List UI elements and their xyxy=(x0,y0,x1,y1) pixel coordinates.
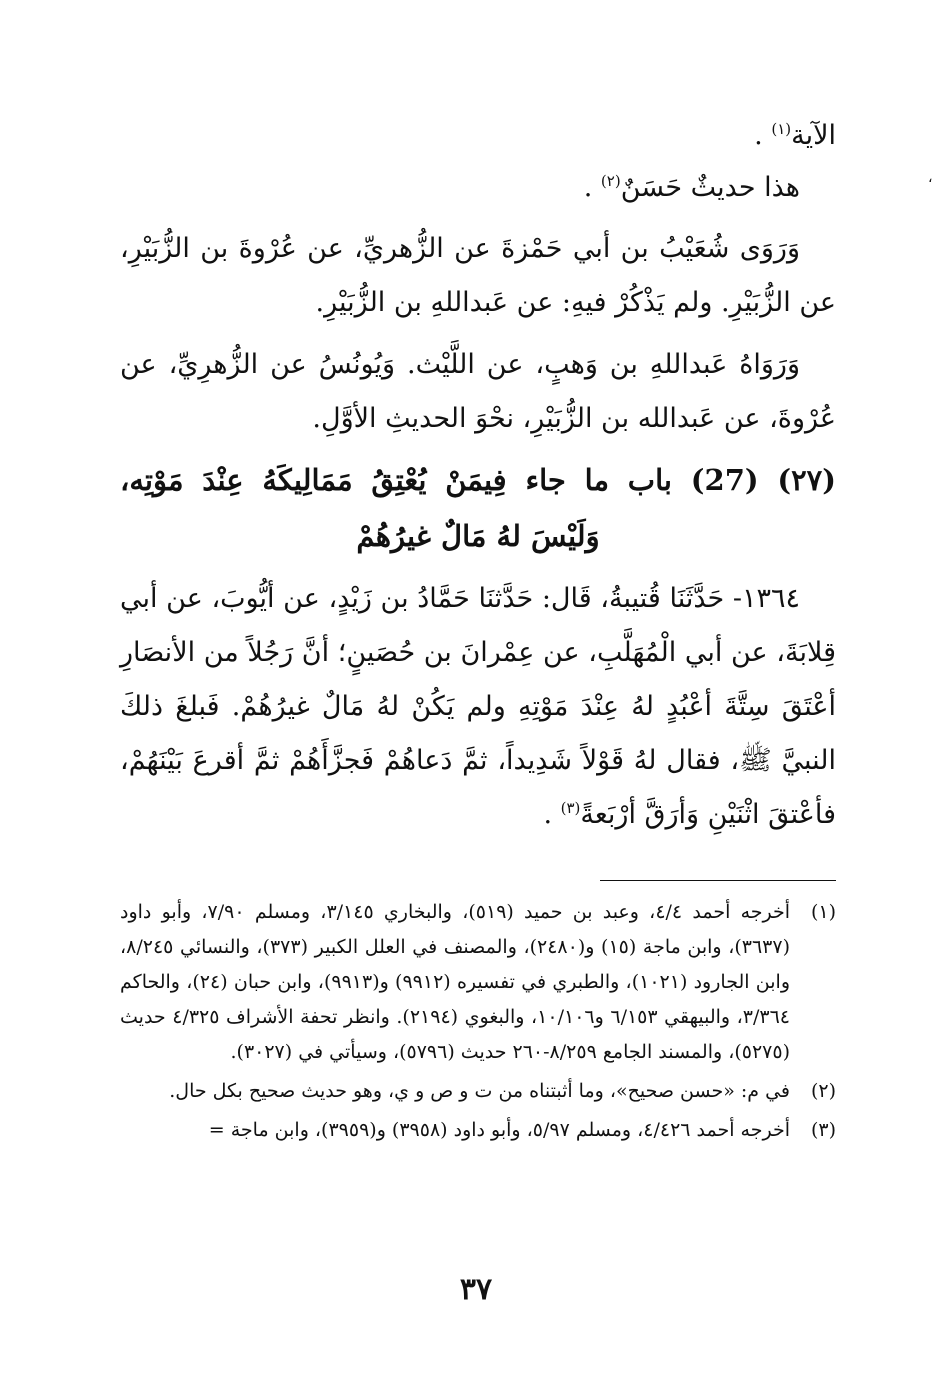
footnote-2 xyxy=(120,1074,836,1109)
footnote-number: (٣) xyxy=(810,1119,836,1141)
paragraph-shuayb: وَرَوَى شُعَيْبُ بن أبي حَمْزةَ عن الزُّهريِّ، عن عُرْوةَ بن الزُّبَيْرِ، عن الزُّبَيْرِ. ولم يَذْكُرْ فيهِ: عن عَبداللهِ بن الزُّبَيْرِ. xyxy=(120,233,836,318)
page-number: ٣٧ xyxy=(459,1272,493,1307)
hadith-end: . xyxy=(543,799,561,830)
hadith-1364 xyxy=(120,572,836,842)
footnote-divider xyxy=(600,880,836,881)
footnote-3 xyxy=(120,1113,836,1148)
footnote-text: أخرجه أحمد ٤/٤٢٦، ومسلم ٥/٩٧، وأبو داود (٣٩٥٨) و(٣٩٥٩)، وابن ماجة = xyxy=(208,1119,790,1141)
verse-text: الآية xyxy=(791,120,836,151)
hadith-grade-line xyxy=(120,162,836,214)
footnote-text: في م: «حسن صحيح»، وما أثبتناه من ت و ص و ي، وهو حديث صحيح بكل حال. xyxy=(169,1080,790,1102)
edge-mark: ، xyxy=(928,170,933,186)
footnote-1 xyxy=(120,895,836,1070)
footnote-ref-3: (٣) xyxy=(560,799,581,817)
verse-end: . xyxy=(754,120,772,151)
grade-end: . xyxy=(583,172,601,203)
footnote-ref-2: (٢) xyxy=(600,172,621,190)
main-text xyxy=(120,110,836,842)
footnote-ref-1: (١) xyxy=(771,120,792,138)
verse-line xyxy=(120,110,836,162)
hadith-text: ١٣٦٤- حَدَّثَنَا قُتيبةُ، قَال: حَدَّثنَا حَمَّادُ بن زَيْدٍ، عن أيُّوبَ، عن أبي قِلابَةَ، عن أبي الْمُهَلَّبِ، عن عِمْرانَ بن حُصَينٍ؛ أنَّ رَجُلاً من الأنصَارِ أعْتَقَ سِتَّةَ أعْبُدٍ لهُ عِنْدَ مَوْتِهِ ولم يَكُنْ لهُ مَالٌ غيرُهُمْ. فَبلغَ ذلكَ النبيَّ ﷺ، فقال لهُ قَوْلاً شَدِيداً، ثمَّ دَعاهُمْ فَجزَّأَهُمْ ثمَّ أقرعَ بَيْنَهُمْ، فأعْتقَ اثْنَيْنِ وَأرَقَّ أرْبَعةً xyxy=(120,583,836,830)
paragraph-ibn-wahb: وَرَوَاهُ عَبداللهِ بن وَهبٍ، عن اللَّيْث. وَيُونُسُ عن الزُّهرِيِّ، عن عُرْوةَ، عن عَبدالله بن الزُّبَيْرِ، نحْوَ الحديثِ الأوَّلِ. xyxy=(120,349,836,434)
footnote-number: (١) xyxy=(810,901,836,923)
grade-text: هذا حديثٌ حَسَنٌ xyxy=(620,172,800,203)
chapter-heading: (٢٧) (27) باب ما جاء فِيمَنْ يُعْتِقُ مَمَالِيكَهُ عِنْدَ مَوْتِه، وَلَيْسَ لهُ مَالٌ غيرُهُمْ xyxy=(120,463,836,553)
footnotes xyxy=(120,895,836,1152)
footnote-text: أخرجه أحمد ٤/٤، وعبد بن حميد (٥١٩)، والبخاري ٣/١٤٥، ومسلم ٧/٩٠، وأبو داود (٣٦٣٧)، وابن ماجة (١٥) و(٢٤٨٠)، والمصنف في العلل الكبير (٣٧٣)، والنسائي ٨/٢٤٥، وابن الجارود (١٠٢١)، والطبري في تفسيره (٩٩١٢) و(٩٩١٣)، وابن حبان (٢٤)، والحاكم ٣/٣٦٤، والبيهقي ٦/١٥٣ و١٠/١٠٦، والبغوي (٢١٩٤). وانظر تحفة الأشراف ٤/٣٢٥ حديث (٥٢٧٥)، والمسند الجامع ٨/٢٥٩-٢٦٠ حديث (٥٧٩٦)، وسيأتي في (٣٠٢٧). xyxy=(120,901,791,1063)
footnote-number: (٢) xyxy=(810,1080,836,1102)
